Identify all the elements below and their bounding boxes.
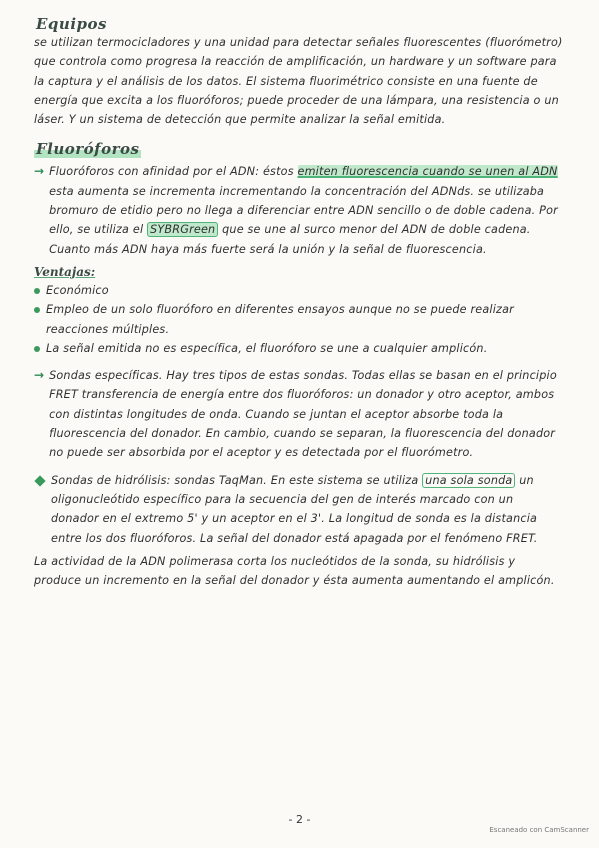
ventaja-text: Empleo de un solo fluoróforo en diferentes ensayos aunque no se puede realizar reacciones múltiples.	[46, 303, 514, 336]
bullet-dot-icon	[34, 307, 40, 313]
sondas-row	[34, 366, 563, 462]
ventajas-list	[34, 281, 563, 358]
section-sondas	[34, 366, 563, 462]
arrow-icon: →	[34, 368, 45, 383]
equipos-heading: Equipos	[36, 15, 107, 33]
hidrolisis-text-a: Sondas de hidrólisis: sondas TaqMan. En este sistema se utiliza	[51, 473, 423, 487]
diamond-bullet-icon	[34, 475, 45, 486]
fluoroforos-intro-row	[34, 162, 563, 258]
sondas-paragraph: Sondas específicas. Hay tres tipos de estas sondas. Todas ellas se basan en el principio FRET transferencia de energía entre dos fluoróforos: un donador y otro aceptor, ambos con distintas longitudes de onda. Cuando se juntan el aceptor absorbe toda la fluorescencia del donador. En cambio, cuando se separan, la fluorescencia del donador no puede ser absorbida por el aceptor y es detectada por el fluorómetro.	[49, 369, 557, 460]
section-fluoroforos	[34, 139, 563, 358]
arrow-icon: →	[34, 164, 45, 179]
equipos-paragraph: se utilizan termocicladores y una unidad para detectar señales fluorescentes (fluorómetro) que controla como progresa la reacción de amplificación, un hardware y un software para la captura y el análisis de los datos. El sistema fluorimétrico consiste en una fuente de energía que excita a los fluoróforos; puede proceder de una lámpara, una resistencia o un láser. Y un sistema de detección que permite analizar la señal emitida.	[34, 36, 563, 127]
hidrolisis-paragraph-2: La actividad de la ADN polimerasa corta los nucleótidos de la sonda, su hidrólisis y produce un incremento en la señal del donador y ésta aumenta aumentando el amplicón.	[34, 554, 555, 588]
list-item	[34, 300, 563, 339]
hidrolisis-text-b: un oligonucleótido específico para la secuencia del gen de interés marcado con un donador en el extremo 5' y un aceptor en el 3'. La longitud de sonda es la distancia entre los dos fluoróforos. La señal del donador está apagada por el fenómeno FRET.	[51, 473, 538, 545]
intro-underlined: emiten fluorescencia cuando se unen al ADN	[297, 165, 558, 179]
intro-text-a: Fluoróforos con afinidad por el ADN: éstos	[49, 165, 298, 179]
section-equipos	[34, 14, 563, 129]
scanner-watermark: Escaneado con CamScanner	[489, 826, 589, 834]
list-item	[34, 339, 563, 358]
page-number: - 2 -	[288, 813, 311, 826]
intro-text-b: esta aumenta se incrementa incrementando la concentración del ADNds. se utilizaba bromuro de etidio pero no llega a diferenciar entre ADN sencillo o de doble cadena. Por ello, se utiliza el	[49, 184, 558, 237]
section-hidrolisis	[34, 471, 563, 591]
bullet-dot-icon	[34, 288, 40, 294]
ventaja-text: Económico	[46, 283, 109, 297]
ventaja-text: La señal emitida no es específica, el fluoróforo se une a cualquier amplicón.	[46, 341, 488, 355]
intro-text-c: que se une al surco menor del ADN de doble cadena. Cuanto más ADN haya más fuerte será la unión y la señal de fluorescencia.	[49, 223, 531, 256]
hidrolisis-row	[34, 471, 563, 548]
intro-boxed: SYBRGreen	[147, 222, 218, 237]
list-item	[34, 281, 563, 300]
hidrolisis-boxed: una sola sonda	[422, 473, 515, 488]
ventajas-heading: Ventajas:	[34, 264, 96, 279]
hidrolisis-lead	[51, 471, 563, 548]
fluoroforos-intro	[49, 162, 563, 258]
fluoroforos-heading: Fluoróforos	[36, 140, 140, 159]
bullet-dot-icon	[34, 346, 40, 352]
